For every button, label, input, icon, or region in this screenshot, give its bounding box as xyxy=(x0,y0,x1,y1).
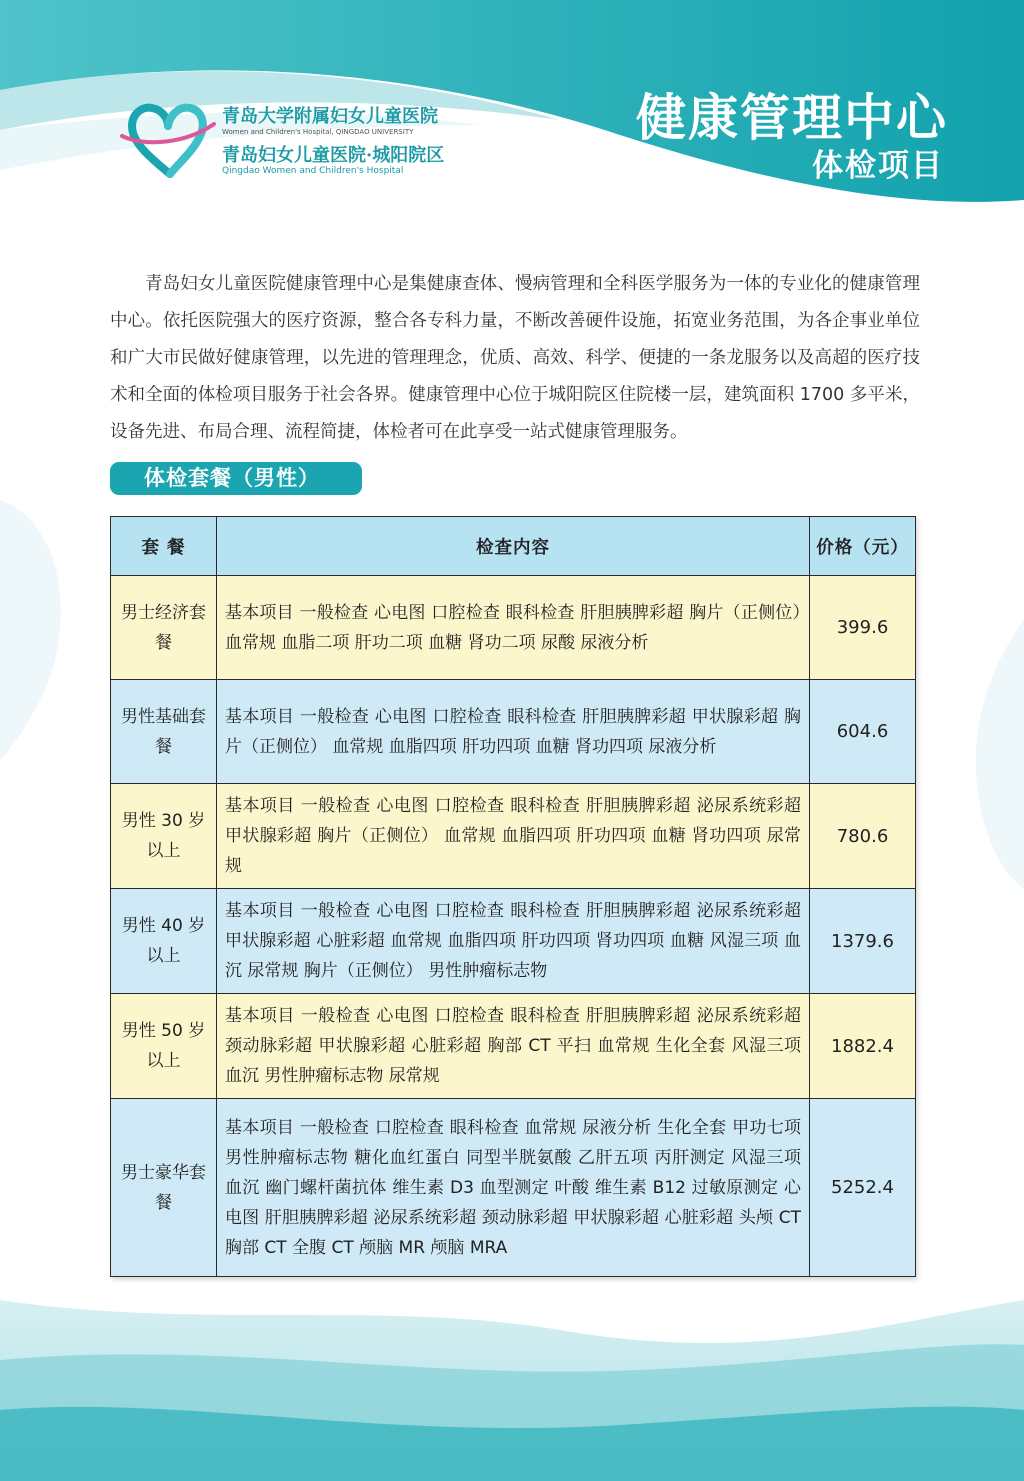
package-content: 基本项目 一般检查 心电图 口腔检查 眼科检查 肝胆胰脾彩超 泌尿系统彩超 颈动脉彩超 甲状腺彩超 心脏彩超 胸部 CT 平扫 血常规 生化全套 风湿三项 血沉 男性肿瘤标志物 尿常规 xyxy=(217,994,810,1099)
page-title: 健康管理中心 xyxy=(636,89,948,147)
table-row xyxy=(111,784,916,889)
table-header-row xyxy=(111,517,916,576)
package-name: 男性 50 岁以上 xyxy=(111,994,217,1099)
table-row xyxy=(111,889,916,994)
package-name: 男性 30 岁以上 xyxy=(111,784,217,889)
page-subtitle: 体检项目 xyxy=(812,148,944,184)
logo-name-en-2: Qingdao Women and Children's Hospital xyxy=(222,166,404,176)
package-name: 男士豪华套餐 xyxy=(111,1099,217,1277)
package-name: 男性基础套餐 xyxy=(111,680,217,784)
package-price: 399.6 xyxy=(810,576,916,680)
table-row xyxy=(111,680,916,784)
package-content: 基本项目 一般检查 心电图 口腔检查 眼科检查 肝胆胰脾彩超 泌尿系统彩超 甲状腺彩超 胸片（正侧位） 血常规 血脂四项 肝功四项 血糖 肾功四项 尿常规 xyxy=(217,784,810,889)
package-content: 基本项目 一般检查 口腔检查 眼科检查 血常规 尿液分析 生化全套 甲功七项 男性肿瘤标志物 糖化血红蛋白 同型半胱氨酸 乙肝五项 丙肝测定 风湿三项 血沉 幽门螺杆菌抗体 维生素 D3 血型测定 叶酸 维生素 B12 过敏原测定 心电图 肝胆胰脾彩超 泌尿系统彩超 颈动脉彩超 甲状腺彩超 心脏彩超 头颅 CT 胸部 CT 全腹 CT 颅脑 MR 颅脑 MRA xyxy=(217,1099,810,1277)
package-table xyxy=(110,516,916,1277)
heart-logo-icon xyxy=(118,96,218,182)
intro-paragraph: 青岛妇女儿童医院健康管理中心是集健康查体、慢病管理和全科医学服务为一体的专业化的健康管理中心。依托医院强大的医疗资源，整合各专科力量，不断改善硬件设施，拓宽业务范围，为各企事业单位和广大市民做好健康管理，以先进的管理理念，优质、高效、科学、便捷的一条龙服务以及高超的医疗技术和全面的体检项目服务于社会各界。健康管理中心位于城阳院区住院楼一层，建筑面积 1700 多平米，设备先进、布局合理、流程简捷，体检者可在此享受一站式健康管理服务。 xyxy=(110,273,920,442)
header-content: 检查内容 xyxy=(217,517,810,576)
package-name: 男性 40 岁以上 xyxy=(111,889,217,994)
header-package: 套 餐 xyxy=(111,517,217,576)
package-price: 604.6 xyxy=(810,680,916,784)
package-name: 男士经济套餐 xyxy=(111,576,217,680)
hospital-logo xyxy=(118,96,448,186)
package-price: 5252.4 xyxy=(810,1099,916,1277)
table-row xyxy=(111,1099,916,1277)
section-title: 体检套餐（男性） xyxy=(110,462,362,495)
header-price: 价格（元） xyxy=(810,517,916,576)
package-content: 基本项目 一般检查 心电图 口腔检查 眼科检查 肝胆胰脾彩超 泌尿系统彩超 甲状腺彩超 心脏彩超 血常规 血脂四项 肝功四项 肾功四项 血糖 风湿三项 血沉 尿常规 胸片（正侧位） 男性肿瘤标志物 xyxy=(217,889,810,994)
package-content: 基本项目 一般检查 心电图 口腔检查 眼科检查 肝胆胰脾彩超 胸片（正侧位）血常规 血脂二项 肝功二项 血糖 肾功二项 尿酸 尿液分析 xyxy=(217,576,810,680)
table-row xyxy=(111,576,916,680)
logo-name-cn-2: 青岛妇女儿童医院·城阳院区 xyxy=(222,145,445,166)
logo-name-en-1: Women and Children's Hospital, QINGDAO UNIVERSITY xyxy=(222,128,414,136)
logo-name-cn-1: 青岛大学附属妇女儿童医院 xyxy=(222,106,438,127)
package-price: 1379.6 xyxy=(810,889,916,994)
package-price: 1882.4 xyxy=(810,994,916,1099)
package-content: 基本项目 一般检查 心电图 口腔检查 眼科检查 肝胆胰脾彩超 甲状腺彩超 胸片（正侧位） 血常规 血脂四项 肝功四项 血糖 肾功四项 尿液分析 xyxy=(217,680,810,784)
table-row xyxy=(111,994,916,1099)
package-price: 780.6 xyxy=(810,784,916,889)
